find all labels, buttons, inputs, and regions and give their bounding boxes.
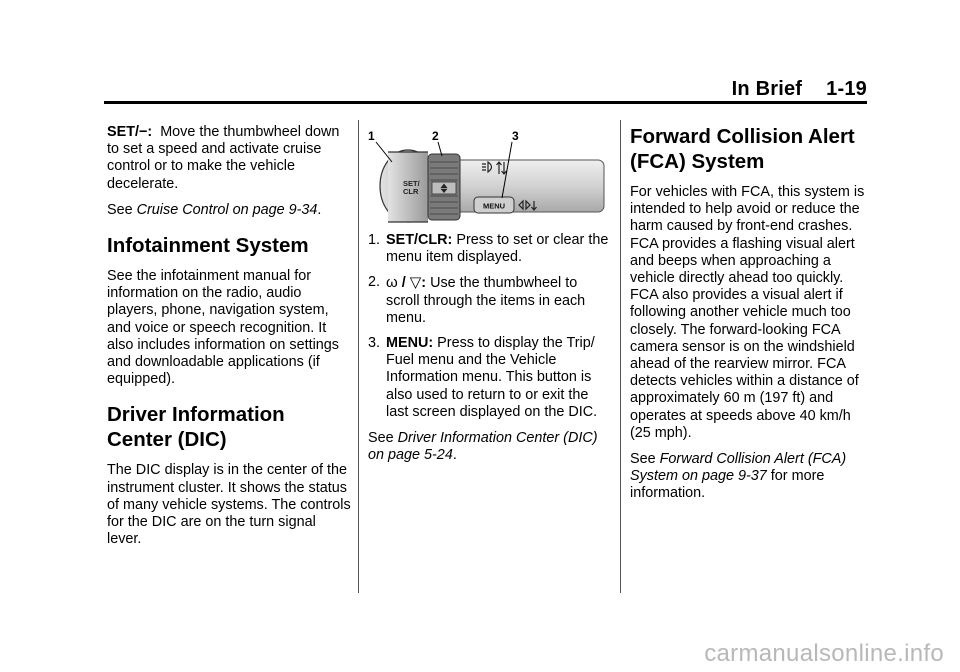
menu-button-label: MENU <box>482 201 506 211</box>
setclr-label-line1: SET/ <box>403 179 420 188</box>
column-divider-2 <box>620 120 621 593</box>
fca-text: For vehicles with FCA, this system is intended to help avoid or reduce the harm caused by front-end crashes. FCA provides a flashing visual alert and beeps when approaching a vehicle directly ahead too quickly. FCA also provides a visual alert if following another vehicle much too closely. The forward-looking FCA camera sensor is on the windshield ahead of the rearview mirror. FCA detects vehicles within a distance of approximately 60 m (197 ft) and operates at speeds above 40 km/h (25 mph). <box>630 184 865 441</box>
item-label: SET/CLR: <box>386 232 453 248</box>
right-column <box>630 124 866 512</box>
column-divider-1 <box>358 120 359 593</box>
dic-page-link[interactable]: Driver Information Center (DIC) on page 5-24 <box>368 430 598 464</box>
lever-body <box>438 160 604 212</box>
see-suffix: for more information. <box>630 468 825 502</box>
dic-heading-line2: Center (DIC) <box>107 428 227 452</box>
item-number: 3. <box>368 335 381 352</box>
set-label: SET/−: <box>107 124 153 140</box>
see-suffix: . <box>317 201 322 218</box>
list-item <box>368 335 611 421</box>
item-text: Press to set or clear the menu item displayed. <box>386 232 609 266</box>
glyph-colon: : <box>421 275 427 292</box>
section-title: In Brief <box>731 78 803 100</box>
callout-3: 3 <box>512 129 519 143</box>
item-label: MENU: <box>386 335 434 352</box>
set-text: Move the thumbwheel down to set a speed and activate cruise control or to make the vehicle decelerate. <box>107 124 340 192</box>
item-number: 1. <box>368 232 381 248</box>
item-text: Press to display the Trip/ Fuel menu and the Vehicle Information menu. This button is also used to return to or exit the last screen displayed on the DIC. <box>386 335 598 420</box>
callout-2: 2 <box>432 129 439 143</box>
dic-heading <box>107 402 351 452</box>
see-suffix: . <box>452 447 457 464</box>
see-prefix: See <box>368 430 394 447</box>
cruise-see-reference <box>107 202 351 219</box>
dic-see-reference <box>368 430 611 464</box>
infotainment-text: See the infotainment manual for information on the radio, audio players, phone, navigation system, and voice or speech recognition. It also includes information on settings and downloadable applications (if equipped). <box>107 268 339 388</box>
thumbwheel-up-glyph-icon: ω <box>386 274 398 292</box>
item-number: 2. <box>368 274 381 291</box>
setclr-label-line2: CLR <box>403 187 419 196</box>
running-header <box>732 78 867 101</box>
infotainment-heading: Infotainment System <box>107 234 309 258</box>
fca-see-reference <box>630 451 866 503</box>
middle-column <box>368 124 611 473</box>
fca-heading <box>630 124 866 174</box>
thumbwheel-down-glyph-icon: ▽ <box>409 274 422 292</box>
page-header <box>104 0 867 105</box>
lever-illustration <box>368 124 608 224</box>
left-column <box>107 124 351 557</box>
dic-heading-line1: Driver Information <box>107 403 285 427</box>
fca-page-link[interactable]: Forward Collision Alert (FCA) System on page 9-37 <box>630 451 847 485</box>
set-paragraph <box>107 124 351 193</box>
page-number: 1-19 <box>826 78 867 100</box>
list-item <box>368 274 611 327</box>
dic-controls-list <box>368 232 611 421</box>
header-rule <box>104 101 867 104</box>
turn-signal-lever-figure <box>368 124 594 224</box>
fca-heading-line2: (FCA) System <box>630 150 765 173</box>
fca-heading-line1: Forward Collision Alert <box>630 125 855 148</box>
watermark: carmanualsonline.info <box>704 640 944 667</box>
item-text: Use the thumbwheel to scroll through the items in each menu. <box>386 275 586 326</box>
callout-1: 1 <box>368 129 375 143</box>
list-item <box>368 232 611 266</box>
glyph-separator: / <box>401 275 406 292</box>
see-prefix: See <box>630 451 656 468</box>
dic-text: The DIC display is in the center of the instrument cluster. It shows the status of many vehicle systems. The controls for the DIC are on the turn signal lever. <box>107 462 351 548</box>
see-prefix: See <box>107 201 133 218</box>
cruise-control-link[interactable]: Cruise Control on page 9-34 <box>136 201 318 218</box>
